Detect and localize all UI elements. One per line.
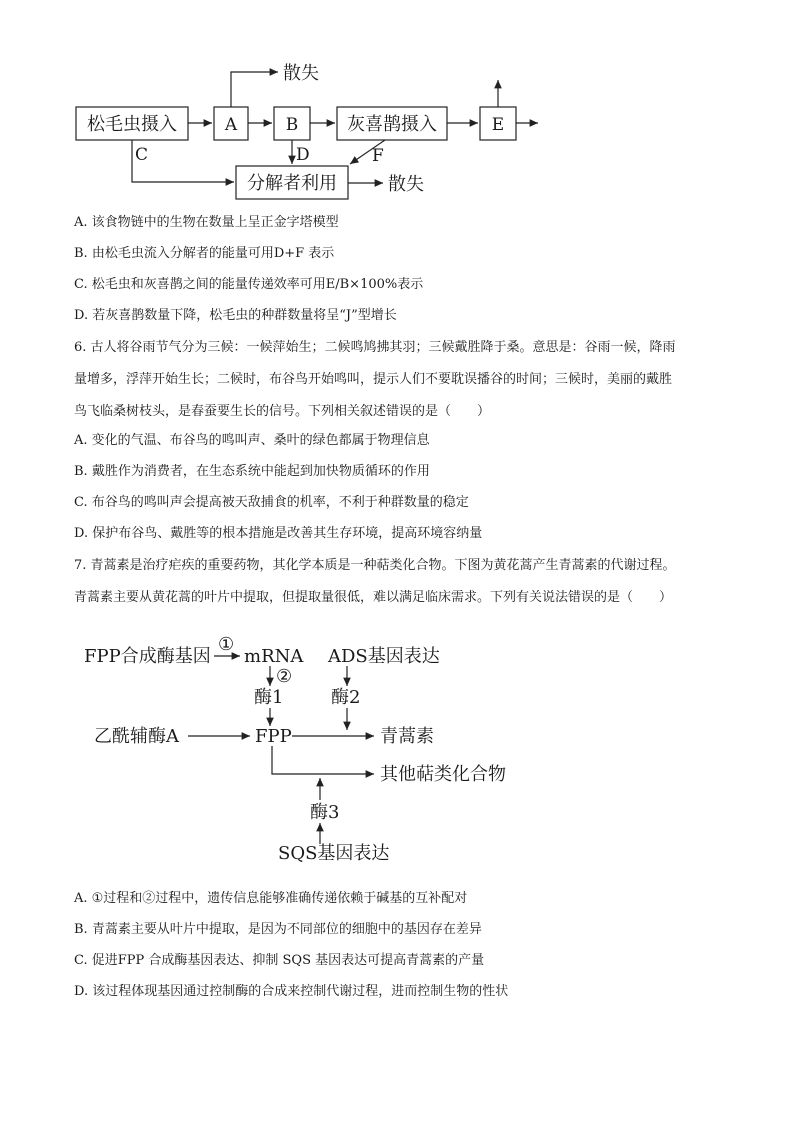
label-d: D <box>296 145 310 165</box>
q6-stem <box>74 332 676 428</box>
q6-stem-line: 鸟飞临桑树枝头，是春蚕要生长的信号。下列相关叙述错误的是（ ） <box>74 404 491 419</box>
node-a: A <box>224 115 238 135</box>
q7-stem <box>74 550 676 614</box>
ads-label: ADS基因表达 <box>328 646 440 667</box>
node-magpie: 灰喜鹊摄入 <box>347 114 437 135</box>
q7-option-c: C. 促进FPP 合成酶基因表达、抑制 SQS 基因表达可提高青蒿素的产量 <box>74 953 485 968</box>
q6-stem-line: 6. 古人将谷雨节气分为三候：一候萍始生；二候鸣鸠拂其羽；三候戴胜降于桑。意思是：谷雨一候，降雨 <box>74 340 676 355</box>
artemisinin-label: 青蒿素 <box>380 726 434 747</box>
q6-option-c: C. 布谷鸟的鸣叫声会提高被天敌捕食的机率，不利于种群数量的稳定 <box>74 495 469 510</box>
q7-stem-line: 青蒿素主要从黄花蒿的叶片中提取，但提取量很低，难以满足临床需求。下列有关说法错误的是（ ） <box>74 590 673 605</box>
fpp-label: FPP <box>255 726 292 747</box>
loss-right-label: 散失 <box>388 174 424 195</box>
q7-option-d: D. 该过程体现基因通过控制酶的合成来控制代谢过程，进而控制生物的性状 <box>74 984 509 999</box>
node-pine-caterpillar: 松毛虫摄入 <box>87 114 177 135</box>
q6-option-d: D. 保护布谷鸟、戴胜等的根本措施是改善其生存环境，提高环境容纳量 <box>74 526 483 541</box>
fpp-gene-label: FPP合成酶基因 <box>84 646 211 667</box>
node-e: E <box>491 115 505 135</box>
node-decomposer: 分解者利用 <box>247 173 337 194</box>
energy-flow-diagram <box>0 0 794 205</box>
step2-label: ② <box>276 666 293 687</box>
q6-option-b: B. 戴胜作为消费者，在生态系统中能起到加快物质循环的作用 <box>74 464 430 479</box>
enzyme3-label: 酶3 <box>310 802 340 823</box>
q6-option-a: A. 变化的气温、布谷鸟的鸣叫声、桑叶的绿色都属于物理信息 <box>74 433 430 448</box>
step1-label: ① <box>218 634 235 655</box>
loss-top-label: 散失 <box>283 63 319 84</box>
enzyme2-label: 酶2 <box>331 687 361 708</box>
q5-option-b: B. 由松毛虫流入分解者的能量可用D+F 表示 <box>74 246 335 261</box>
metabolic-pathway-diagram <box>0 620 794 870</box>
label-f: F <box>372 146 384 166</box>
q7-option-b: B. 青蒿素主要从叶片中提取，是因为不同部位的细胞中的基因存在差异 <box>74 922 482 937</box>
mrna-label: mRNA <box>244 646 304 667</box>
enzyme1-label: 酶1 <box>254 687 284 708</box>
acetyl-coa-label: 乙酰辅酶A <box>94 726 179 747</box>
q5-option-a: A. 该食物链中的生物在数量上呈正金字塔模型 <box>74 215 339 230</box>
sqs-label: SQS基因表达 <box>278 843 390 864</box>
q5-option-c: C. 松毛虫和灰喜鹊之间的能量传递效率可用E/B×100%表示 <box>74 277 424 292</box>
label-c: C <box>135 145 149 165</box>
terpenoids-label: 其他萜类化合物 <box>380 764 506 785</box>
q5-option-d: D. 若灰喜鹊数量下降，松毛虫的种群数量将呈“J”型增长 <box>74 308 397 323</box>
q7-stem-line: 7. 青蒿素是治疗疟疾的重要药物，其化学本质是一种萜类化合物。下图为黄花蒿产生青蒿素的代谢过程。 <box>74 558 676 573</box>
node-b: B <box>285 115 299 135</box>
q6-stem-line: 量增多，浮萍开始生长；二候时，布谷鸟开始鸣叫，提示人们不要耽误播谷的时间；三候时，美丽的戴胜 <box>74 372 673 387</box>
q7-option-a: A. ①过程和②过程中，遗传信息能够准确传递依赖于碱基的互补配对 <box>74 891 468 906</box>
